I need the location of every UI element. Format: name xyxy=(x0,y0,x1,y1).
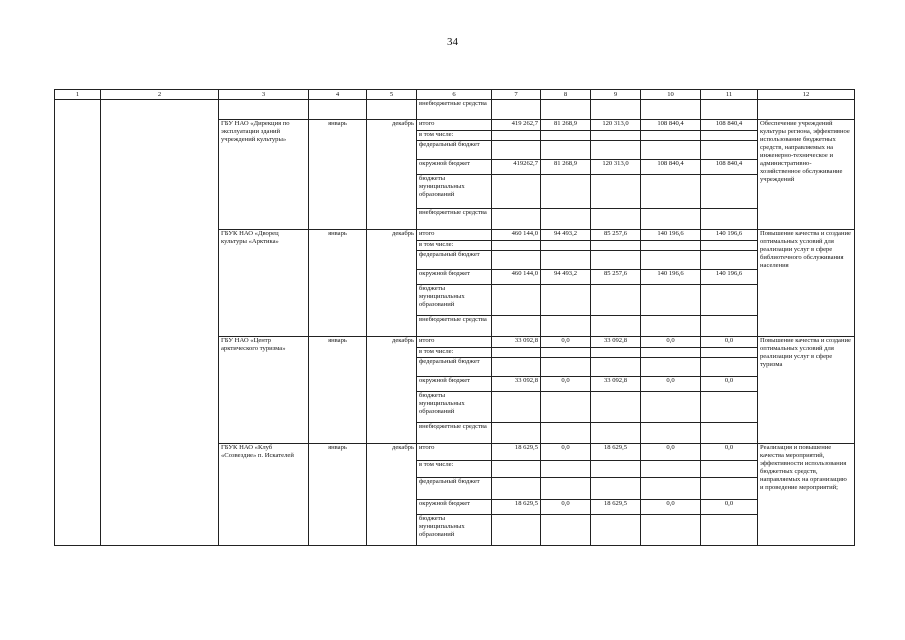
col1-cell xyxy=(55,100,101,546)
value-cell: 18 629,5 xyxy=(492,444,541,461)
source-label: в том числе: xyxy=(417,348,492,358)
value-cell: 140 196,6 xyxy=(701,270,758,285)
header-col-8: 8 xyxy=(541,90,591,100)
source-label: федеральный бюджет xyxy=(417,358,492,377)
start-month: январь xyxy=(309,120,367,230)
value-cell: 85 257,6 xyxy=(591,270,641,285)
source-label: в том числе: xyxy=(417,241,492,251)
value-cell: 140 196,6 xyxy=(701,230,758,241)
source-label: итого xyxy=(417,230,492,241)
value-cell: 0,0 xyxy=(641,444,701,461)
source-label: в том числе: xyxy=(417,131,492,141)
value-cell: 33 092,8 xyxy=(492,377,541,392)
value-cell: 0,0 xyxy=(701,500,758,515)
source-label: федеральный бюджет xyxy=(417,141,492,160)
value-cell: 0,0 xyxy=(641,500,701,515)
end-month: декабрь xyxy=(367,337,417,444)
header-row xyxy=(55,90,855,100)
value-cell: 120 313,0 xyxy=(591,120,641,131)
value-cell: 460 144,0 xyxy=(492,270,541,285)
value-cell: 140 196,6 xyxy=(641,270,701,285)
value-cell: 120 313,0 xyxy=(591,160,641,175)
source-label: федеральный бюджет xyxy=(417,251,492,270)
value-cell: 0,0 xyxy=(701,444,758,461)
value-cell: 0,0 xyxy=(541,377,591,392)
value-cell: 85 257,6 xyxy=(591,230,641,241)
value-cell: 0,0 xyxy=(541,444,591,461)
budget-table xyxy=(54,89,855,546)
source-label: бюджеты муниципальных образований xyxy=(417,392,492,423)
header-col-4: 4 xyxy=(309,90,367,100)
value-cell: 0,0 xyxy=(541,337,591,348)
value-cell: 81 268,9 xyxy=(541,160,591,175)
value-cell: 81 268,9 xyxy=(541,120,591,131)
source-label: итого xyxy=(417,120,492,131)
value-cell: 18 629,5 xyxy=(492,500,541,515)
source-label: внебюджетные средства xyxy=(417,100,492,120)
end-month: декабрь xyxy=(367,444,417,546)
value-cell: 108 840,4 xyxy=(641,160,701,175)
expected-result: Повышение качества и создание оптимальных условий для реализации услуг в сфере туризма xyxy=(758,337,855,444)
expected-result: Реализация и повышение качества мероприятий, эффективности использования бюджетных средств, направляемых на организацию и проведение мероприятий; xyxy=(758,444,855,546)
header-col-12: 12 xyxy=(758,90,855,100)
start-month: январь xyxy=(309,230,367,337)
value-cell: 0,0 xyxy=(701,337,758,348)
value-cell: 33 092,8 xyxy=(591,377,641,392)
source-label: окружной бюджет xyxy=(417,377,492,392)
source-label: внебюджетные средства xyxy=(417,423,492,444)
start-month: январь xyxy=(309,444,367,546)
org-name: ГБУ НАО «Центр арктического туризма» xyxy=(219,337,309,444)
header-col-3: 3 xyxy=(219,90,309,100)
value-cell: 419262,7 xyxy=(492,160,541,175)
header-col-10: 10 xyxy=(641,90,701,100)
expected-result: Обеспечение учреждений культуры региона, эффективное использование бюджетных средств, направляемых на инженерно-техническое и административно-хозяйственное обслуживание учреждений xyxy=(758,120,855,230)
header-col-6: 6 xyxy=(417,90,492,100)
header-col-2: 2 xyxy=(101,90,219,100)
end-month: декабрь xyxy=(367,120,417,230)
header-col-5: 5 xyxy=(367,90,417,100)
table-row xyxy=(55,100,855,120)
value-cell: 94 493,2 xyxy=(541,270,591,285)
value-cell: 33 092,8 xyxy=(492,337,541,348)
start-month: январь xyxy=(309,337,367,444)
value-cell: 0,0 xyxy=(541,500,591,515)
value-cell: 0,0 xyxy=(701,377,758,392)
value-cell: 108 840,4 xyxy=(701,120,758,131)
source-label: федеральный бюджет xyxy=(417,478,492,500)
value-cell: 18 629,5 xyxy=(591,444,641,461)
value-cell: 108 840,4 xyxy=(701,160,758,175)
org-name: ГБУК НАО «Дворец культуры «Арктика» xyxy=(219,230,309,337)
value-cell: 18 629,5 xyxy=(591,500,641,515)
col2-cell xyxy=(101,100,219,546)
source-label: окружной бюджет xyxy=(417,500,492,515)
source-label: бюджеты муниципальных образований xyxy=(417,285,492,316)
source-label: окружной бюджет xyxy=(417,270,492,285)
source-label: бюджеты муниципальных образований xyxy=(417,175,492,209)
value-cell: 0,0 xyxy=(641,377,701,392)
header-col-11: 11 xyxy=(701,90,758,100)
source-label: окружной бюджет xyxy=(417,160,492,175)
source-label: внебюджетные средства xyxy=(417,209,492,230)
value-cell: 33 092,8 xyxy=(591,337,641,348)
org-name: ГБУ НАО «Дирекция по эксплуатации зданий учреждений культуры» xyxy=(219,120,309,230)
value-cell: 460 144,0 xyxy=(492,230,541,241)
source-label: итого xyxy=(417,444,492,461)
org-name: ГБУК НАО «Клуб «Созвездие» п. Искателей xyxy=(219,444,309,546)
value-cell: 419 262,7 xyxy=(492,120,541,131)
end-month: декабрь xyxy=(367,230,417,337)
header-col-7: 7 xyxy=(492,90,541,100)
value-cell: 108 840,4 xyxy=(641,120,701,131)
source-label: бюджеты муниципальных образований xyxy=(417,515,492,546)
source-label: итого xyxy=(417,337,492,348)
page-number: 34 xyxy=(447,36,458,48)
value-cell: 0,0 xyxy=(641,337,701,348)
header-col-9: 9 xyxy=(591,90,641,100)
expected-result: Повышение качества и создание оптимальных условий для реализации услуг в сфере библиотечного обслуживания населения xyxy=(758,230,855,337)
value-cell: 94 493,2 xyxy=(541,230,591,241)
source-label: в том числе: xyxy=(417,461,492,478)
header-col-1: 1 xyxy=(55,90,101,100)
source-label: внебюджетные средства xyxy=(417,316,492,337)
value-cell: 140 196,6 xyxy=(641,230,701,241)
